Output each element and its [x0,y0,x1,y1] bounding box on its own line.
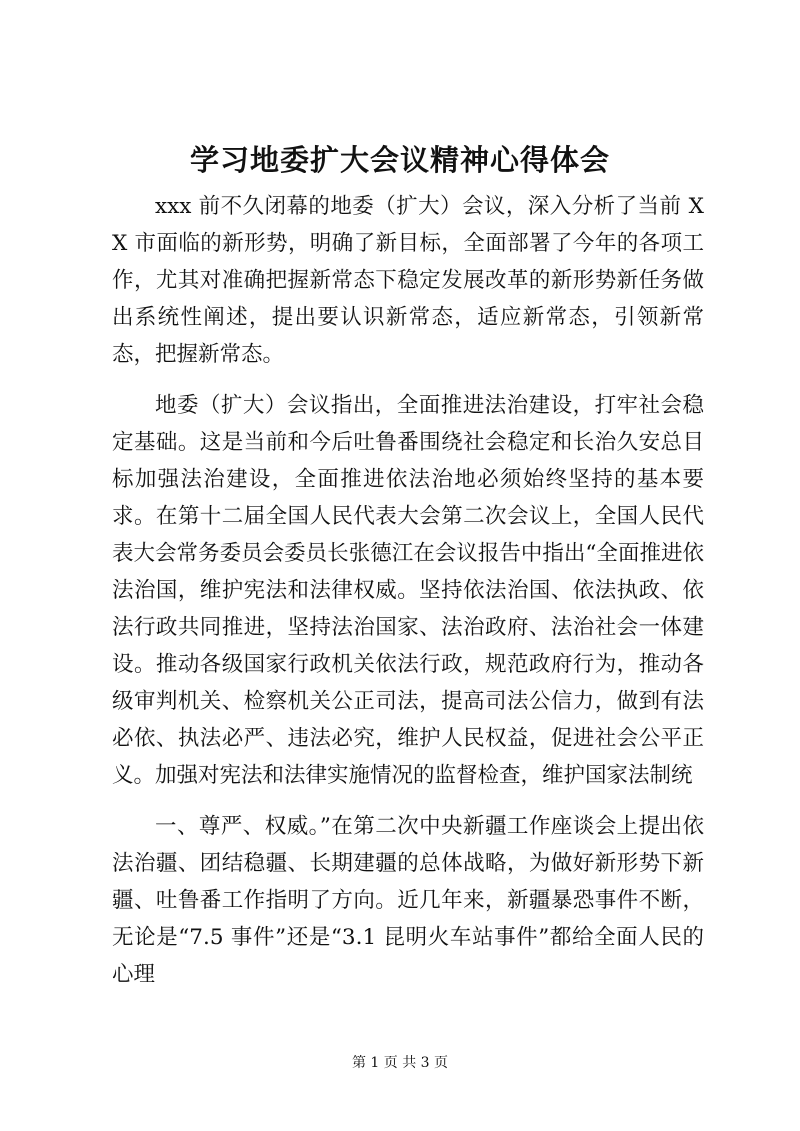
paragraph-1: xxx 前不久闭幕的地委（扩大）会议，深入分析了当前 XX 市面临的新形势，明确了新目标，全面部署了今年的各项工作，尤其对准确把握新常态下稳定发展改革的新形势新任务做出系统性阐述，提出要认识新常态，适应新常态，引领新常态，把握新常态。 [112,194,704,367]
paragraph-2: 地委（扩大）会议指出，全面推进法治建设，打牢社会稳定基础。这是当前和今后吐鲁番围绕社会稳定和长治久安总目标加强法治建设，全面推进依法治地必须始终坚持的基本要求。在第十二届全国人民代表大会第二次会议上，全国人民代表大会常务委员会委员长张德江在会议报告中指出“全面推进依法治国，维护宪法和法律权威。坚持依法治国、依法执政、依法行政共同推进，坚持法治国家、法治政府、法治社会一体建设。推动各级国家行政机关依法行政，规范政府行为，推动各级审判机关、检察机关公正司法，提高司法公信力，做到有法必依、执法必严、违法必究，维护人民权益，促进社会公平正义。加强对宪法和法律实施情况的监督检查，维护国家法制统 [112,393,704,788]
document-title: 学习地委扩大会议精神心得体会 [189,143,610,177]
document-body [112,188,704,1007]
paragraph-3: 一、尊严、权威。”在第二次中央新疆工作座谈会上提出依法治疆、团结稳疆、长期建疆的总体战略，为做好新形势下新疆、吐鲁番工作指明了方向。近几年来，新疆暴恐事件不断，无论是“7.5 事件”还是“3.1 昆明火车站事件”都给全面人民的心理 [112,814,704,987]
page-number-footer: 第 1 页 共 3 页 [351,1055,449,1071]
